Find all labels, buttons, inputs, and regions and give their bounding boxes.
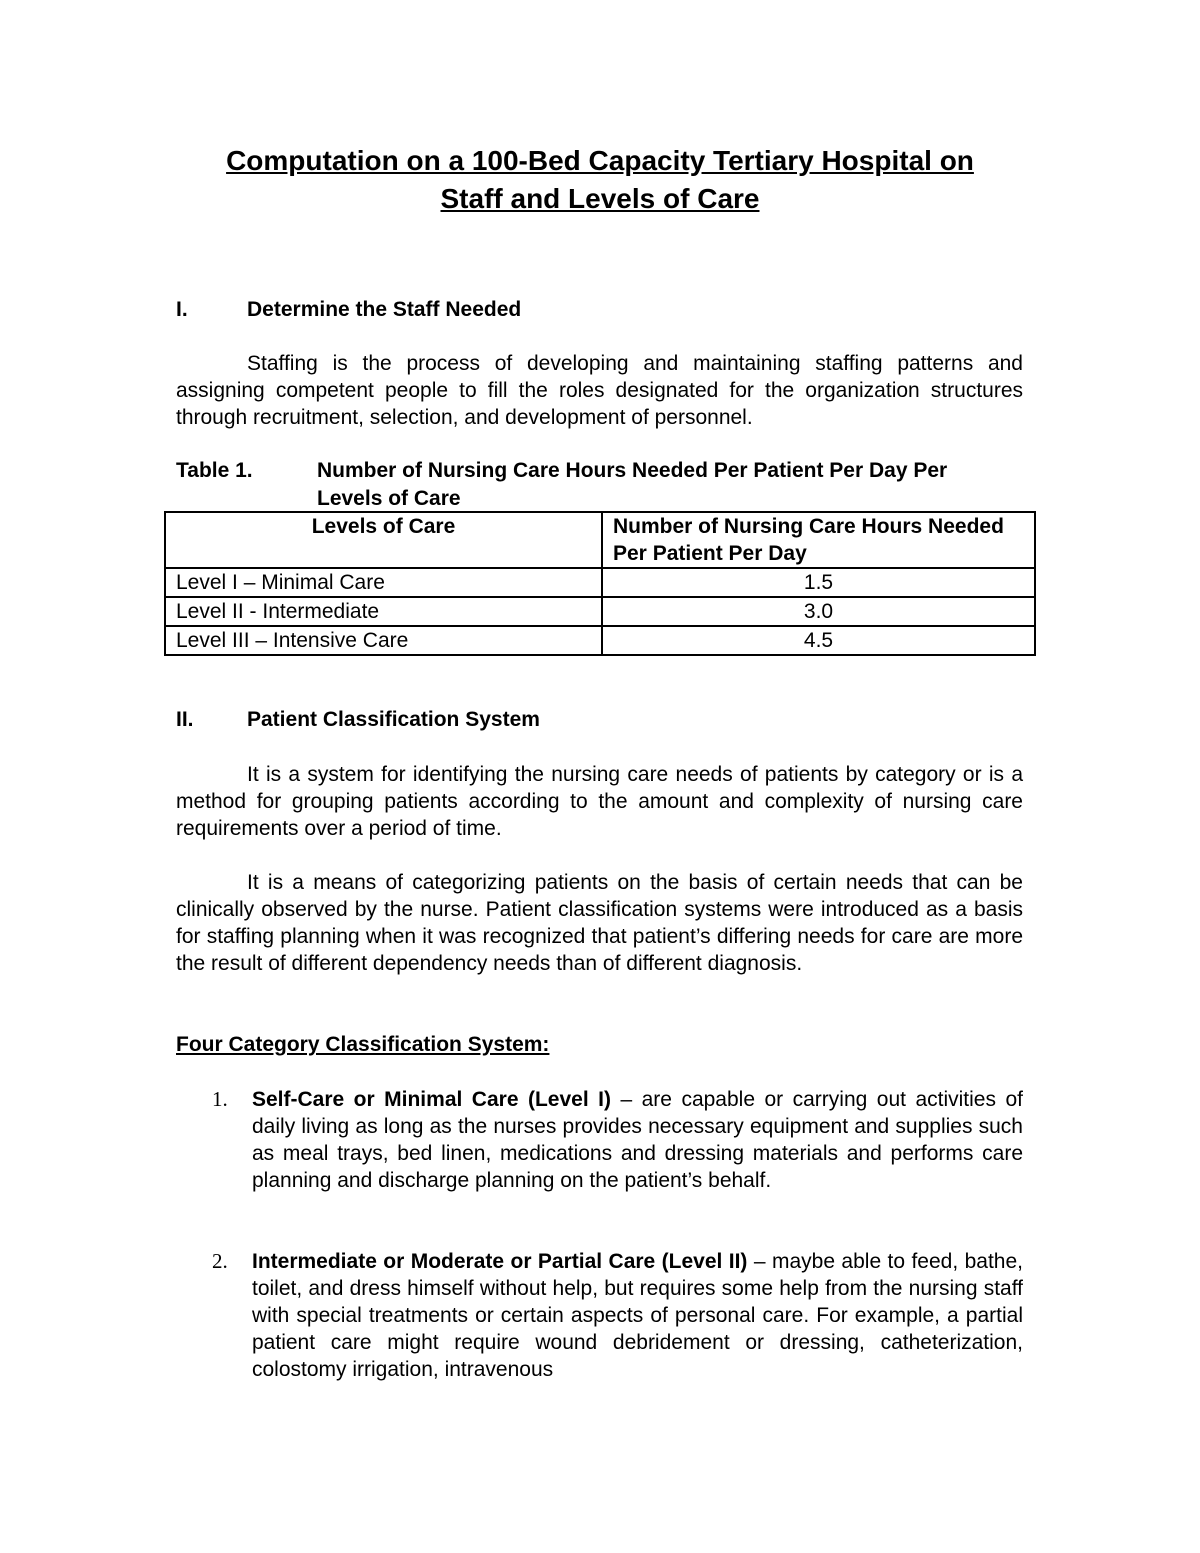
table-cell-level: Level III – Intensive Care bbox=[165, 626, 602, 655]
section-1-paragraph: Staffing is the process of developing and maintaining staffing patterns and assigning competent people to fill the roles designated for the organization structures through recruitment, selection, and development of personnel. bbox=[176, 352, 1023, 429]
list-item-description: – maybe able to feed, bathe, toilet, and dress himself without help, but requires some help from the nursing staff with special treatments or certain aspects of personal care. For example, a partial patient care might require wound debridement or dressing, catheterization, colostomy irrigation, intravenous bbox=[252, 1250, 1023, 1381]
list-item-term: Self-Care or Minimal Care (Level I) bbox=[252, 1088, 611, 1111]
list-item-description: – are capable or carrying out activities of daily living as long as the nurses provides necessary equipment and supplies such as meal trays, bed linen, medications and dressing materials and performs care planning and discharge planning on the patient’s behalf. bbox=[252, 1088, 1023, 1192]
table-row bbox=[165, 568, 1035, 597]
table-row bbox=[165, 597, 1035, 626]
table-cell-hours: 3.0 bbox=[602, 597, 1035, 626]
table-header-row bbox=[165, 512, 1035, 568]
list-item-number: 2. bbox=[212, 1249, 228, 1273]
section-2-paragraph-2: It is a means of categorizing patients on the basis of certain needs that can be clinically observed by the nurse. Patient classification systems were introduced as a basis for staffing planning when it was recognized that patient’s differing needs for care are more the result of different dependency needs than of different diagnosis. bbox=[176, 871, 1023, 975]
title-line-2: Staff and Levels of Care bbox=[440, 183, 760, 214]
section-2-number: II. bbox=[176, 708, 194, 731]
section-1-title: Determine the Staff Needed bbox=[247, 298, 522, 321]
list-item-term: Intermediate or Moderate or Partial Care (Level II) bbox=[252, 1250, 748, 1273]
table-header-hours: Number of Nursing Care Hours Needed Per Patient Per Day bbox=[602, 512, 1035, 568]
list-item-body bbox=[252, 1248, 1023, 1383]
table-cell-hours: 4.5 bbox=[602, 626, 1035, 655]
nursing-care-hours-table bbox=[164, 511, 1036, 656]
title-line-1: Computation on a 100-Bed Capacity Tertiary Hospital on bbox=[226, 145, 974, 176]
section-1-heading bbox=[0, 296, 1200, 323]
table-1-caption bbox=[176, 457, 1036, 513]
table-1-caption-text: Number of Nursing Care Hours Needed Per Patient Per Day Per Levels of Care bbox=[317, 459, 948, 510]
section-2-title: Patient Classification System bbox=[247, 708, 540, 731]
section-1-number: I. bbox=[176, 298, 188, 321]
table-header-levels: Levels of Care bbox=[165, 512, 602, 568]
section-2-heading bbox=[0, 706, 1200, 733]
section-2-paragraph-1: It is a system for identifying the nursing care needs of patients by category or is a method for grouping patients according to the amount and complexity of nursing care requirements over a period of time. bbox=[176, 763, 1023, 840]
list-item bbox=[176, 1086, 1023, 1221]
list-item bbox=[176, 1248, 1023, 1383]
document-title bbox=[150, 142, 1050, 218]
table-cell-level: Level II - Intermediate bbox=[165, 597, 602, 626]
list-item-body bbox=[252, 1086, 1023, 1194]
table-cell-hours: 1.5 bbox=[602, 568, 1035, 597]
table-row bbox=[165, 626, 1035, 655]
list-item-number: 1. bbox=[212, 1087, 228, 1111]
table-cell-level: Level I – Minimal Care bbox=[165, 568, 602, 597]
four-category-heading: Four Category Classification System: bbox=[176, 1033, 550, 1056]
table-1-label: Table 1. bbox=[176, 459, 253, 482]
